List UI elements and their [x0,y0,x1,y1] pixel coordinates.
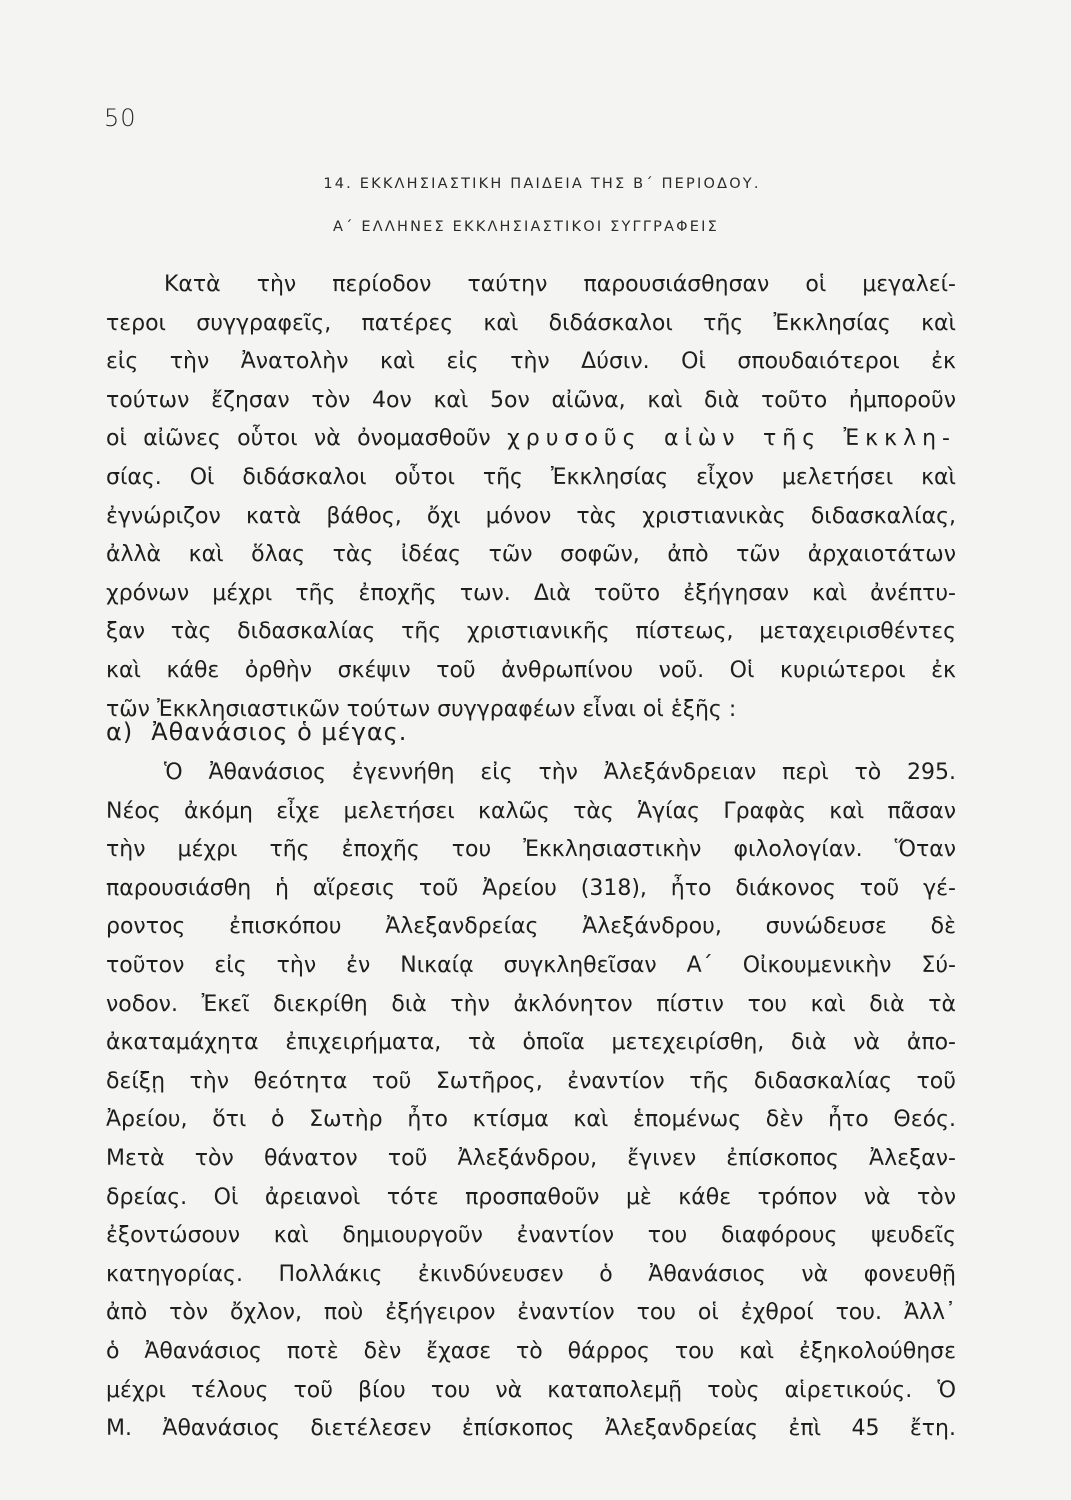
paragraph-line: ἀκαταμάχητα ἐπιχειρήματα, τὰ ὁποῖα μετεχειρίσθη, διὰ νὰ ἀπο- [106,1030,956,1056]
intro-paragraph [106,266,956,729]
paragraph-line: ἐξοντώσουν καὶ δημιουργοῦν ἐναντίον του διαφόρους ψευδεῖς [106,1223,956,1249]
paragraph-line: καὶ κάθε ὀρθὴν σκέψιν τοῦ ἀνθρωπίνου νοῦ. Οἱ κυριώτεροι ἐκ [106,657,956,683]
paragraph-line: Μ. Ἀθανάσιος διετέλεσεν ἐπίσκοπος Ἀλεξανδρείας ἐπὶ 45 ἔτη. [106,1416,956,1442]
paragraph-line: τὴν μέχρι τῆς ἐποχῆς του Ἐκκλησιαστικὴν φιλολογίαν. Ὅταν [106,837,956,863]
paragraph-line: νοδον. Ἐκεῖ διεκρίθη διὰ τὴν ἀκλόνητον πίστιν του καὶ διὰ τὰ [106,991,956,1017]
paragraph-line: μέχρι τέλους τοῦ βίου του νὰ καταπολεμῇ τοὺς αἱρετικούς. Ὁ [106,1377,956,1403]
paragraph-line: παρουσιάσθη ἡ αἵρεσις τοῦ Ἀρείου (318), ἦτο διάκονος τοῦ γέ- [106,875,956,901]
paragraph-line: Μετὰ τὸν θάνατον τοῦ Ἀλεξάνδρου, ἔγινεν ἐπίσκοπος Ἀλεξαν- [106,1145,956,1171]
athanasius-paragraph [106,754,956,1449]
paragraph-line: χρόνων μέχρι τῆς ἐποχῆς των. Διὰ τοῦτο ἐξήγησαν καὶ ἀνέπτυ- [106,580,956,606]
paragraph-line: δρείας. Οἱ ἀρειανοὶ τότε προσπαθοῦν μὲ κάθε τρόπον νὰ τὸν [106,1184,956,1210]
paragraph-line: κατηγορίας. Πολλάκις ἐκινδύνευσεν ὁ Ἀθανάσιος νὰ φονευθῇ [106,1261,956,1287]
section-heading: Α΄ ΕΛΛΗΝΕΣ ΕΚΚΛΗΣΙΑΣΤΙΚΟΙ ΣΥΓΓΡΑΦΕΙΣ [333,219,719,235]
paragraph-line: τούτων ἔζησαν τὸν 4ον καὶ 5ον αἰῶνα, καὶ διὰ τοῦτο ἠμποροῦν [106,387,956,413]
paragraph-line: δείξῃ τὴν θεότητα τοῦ Σωτῆρος, ἐναντίον τῆς διδασκαλίας τοῦ [106,1068,956,1094]
paragraph-line: ροντος ἐπισκόπου Ἀλεξανδρείας Ἀλεξάνδρου, συνώδευσε δὲ [106,914,956,940]
paragraph-line: ἐγνώριζον κατὰ βάθος, ὄχι μόνον τὰς χριστιανικὰς διδασκαλίας, [106,503,956,529]
paragraph-line: τῶν Ἐκκλησιαστικῶν τούτων συγγραφέων εἶναι οἱ ἑξῆς : [106,696,737,722]
paragraph-line: σίας. Οἱ διδάσκαλοι οὗτοι τῆς Ἐκκλησίας εἶχον μελετήσει καὶ [106,464,956,490]
paragraph-line: ξαν τὰς διδασκαλίας τῆς χριστιανικῆς πίστεως, μεταχειρισθέντες [106,619,956,645]
paragraph-line-emphasis [106,420,956,459]
page-number: 50 [104,104,137,132]
subsection-marker: α) [106,718,134,746]
chapter-heading: 14. ΕΚΚΛΗΣΙΑΣΤΙΚΗ ΠΑΙΔΕΙΑ ΤΗΣ Β΄ ΠΕΡΙΟΔΟΥ. [323,176,761,192]
paragraph-line: Νέος ἀκόμη εἶχε μελετήσει καλῶς τὰς Ἁγίας Γραφὰς καὶ πᾶσαν [106,798,956,824]
paragraph-line: τοῦτον εἰς τὴν ἐν Νικαίᾳ συγκληθεῖσαν Α΄ Οἰκουμενικὴν Σύ- [106,952,956,978]
subsection-title: Ἀθανάσιος ὁ μέγας. [151,718,408,746]
subsection-heading [106,718,407,746]
paragraph-line: Κατὰ τὴν περίοδον ταύτην παρουσιάσθησαν οἱ μεγαλεί- [164,272,956,297]
paragraph-line: ἀλλὰ καὶ ὅλας τὰς ἰδέας τῶν σοφῶν, ἀπὸ τῶν ἀρχαιοτάτων [106,542,956,568]
paragraph-line: τεροι συγγραφεῖς, πατέρες καὶ διδάσκαλοι τῆς Ἐκκλησίας καὶ [106,310,956,336]
paragraph-line: ἀπὸ τὸν ὄχλον, ποὺ ἐξήγειρον ἐναντίον του οἱ ἐχθροί του. Ἀλλ᾽ [106,1300,956,1326]
paragraph-line: εἰς τὴν Ἀνατολὴν καὶ εἰς τὴν Δύσιν. Οἱ σπουδαιότεροι ἐκ [106,349,956,375]
paragraph-line: Ἀρείου, ὅτι ὁ Σωτὴρ ἦτο κτίσμα καὶ ἑπομένως δὲν ἦτο Θεός. [106,1107,956,1133]
line-start: οἱ αἰῶνες οὗτοι νὰ ὀνομασθοῦν [106,426,508,452]
paragraph-line: Ὁ Ἀθανάσιος ἐγεννήθη εἰς τὴν Ἀλεξάνδρειαν περὶ τὸ 295. [164,760,956,785]
paragraph-line: ὁ Ἀθανάσιος ποτὲ δὲν ἔχασε τὸ θάρρος του καὶ ἐξηκολούθησε [106,1338,956,1364]
emphasized-phrase: χρυσοῦς αἰὼν τῆς Ἐκκλη- [507,426,956,452]
